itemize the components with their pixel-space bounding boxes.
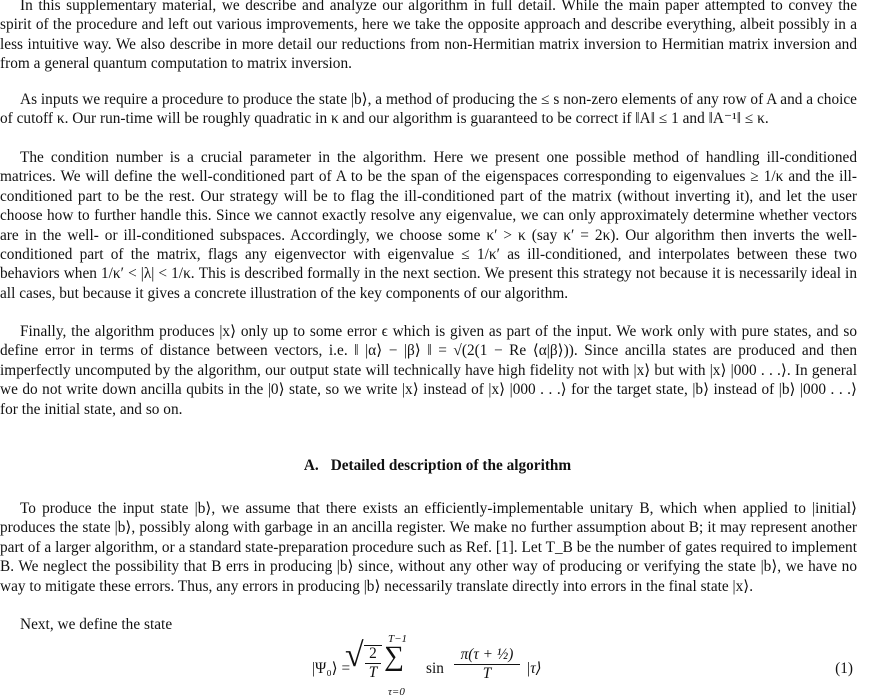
paragraph-error: Finally, the algorithm produces |x⟩ only up to some error ϵ which is given as part of the input. We work only with pure states, and so define error in terms of distance between vectors, i.e. ‖ |α⟩ − |β⟩ ‖ = √(2(1 − Re ⟨α|β⟩)). Since ancilla states are produced and then imperfectly uncomputed by the algorithm, our output state will technically have high fidelity not with |x⟩ but with |x⟩ |000 . . .⟩. In general we do not write down ancilla qubits in the |0⟩ state, so we write |x⟩ instead of |x⟩ |000 . . .⟩ for the target state, |b⟩ instead of |b⟩ |000 . . .⟩ for the initial state, and so on.: [0, 323, 857, 418]
paragraph-intro: In this supplementary material, we describe and analyze our algorithm in full detail. While the main paper attempted to convey the spirit of the procedure and left out various improvements, here we take the opposite approach and describe everything, albeit possibly in a less intuitive way. We also describe in more detail our reductions from non-Hermitian matrix inversion to Hermitian matrix inversion and from a general quantum computation to matrix inversion.: [0, 0, 857, 73]
section-title: Detailed description of the algorithm: [330, 457, 572, 474]
sqrt-symbol: √: [345, 637, 364, 674]
sqrt-denominator: T: [368, 664, 378, 681]
paragraph-inputs: As inputs we require a procedure to produce the state |b⟩, a method of producing the ≤ s non-zero elements of any row of A and a choice of cutoff κ. Our run-time will be roughly quadratic in κ and our algorithm is guaranteed to be correct if ‖A‖ ≤ 1 and ‖A⁻¹‖ ≤ κ.: [0, 91, 857, 128]
sqrt-fraction: [365, 646, 381, 681]
summation-symbol: ∑: [384, 641, 404, 672]
equation-body: [312, 633, 572, 698]
sum-lower-limit: τ=0: [388, 686, 405, 698]
paragraph-next: Next, we define the state: [20, 616, 173, 633]
sine-numerator: π(τ + ½): [460, 646, 514, 663]
ket-tau: |τ⟩: [526, 660, 542, 677]
equation-lhs: |Ψ₀⟩ =: [312, 660, 351, 677]
sine-function: sin: [426, 660, 444, 677]
sum-upper-limit: T−1: [388, 633, 408, 645]
paragraph-condition-number: The condition number is a crucial parameter in the algorithm. Here we present one possible method of handling ill-conditioned matrices. We will define the well-conditioned part of A to be the span of the eigenspaces corresponding to eigenvalues ≥ 1/κ and the ill-conditioned part to be the rest. Our strategy will be to flag the ill-conditioned part of the matrix (without inverting it), and let the user choose how to further handle this. Since we cannot exactly resolve any eigenvalue, we can only approximately determine whether vectors are in the well- or ill-conditioned subspaces. Accordingly, we choose some κ′ > κ (say κ′ = 2κ). Our algorithm then inverts the well-conditioned part of the matrix, flags any eigenvector with eigenvalue ≤ 1/κ′ as ill-conditioned, and interpolates between these two behaviors when 1/κ′ < |λ| < 1/κ. This is described formally in the next section. We present this strategy not because it is necessarily ideal in all cases, but because it gives a concrete illustration of the key components of our algorithm.: [0, 149, 857, 302]
sine-denominator: T: [482, 665, 492, 682]
section-number: A.: [303, 457, 319, 474]
section-heading: [0, 456, 875, 475]
paragraph-input-state: To produce the input state |b⟩, we assume that there exists an efficiently-implementable unitary B, which when applied to |initial⟩ produces the state |b⟩, possibly along with garbage in an ancilla register. We make no further assumption about B; it may represent another part of a larger algorithm, or a standard state-preparation procedure such as Ref. [1]. Let T_B be the number of gates required to implement B. We neglect the possibility that B errs in producing |b⟩ since, without any other way of producing or verifying the state |b⟩, we have no way to mitigate these errors. Thus, any errors in producing |b⟩ necessarily translate directly into errors in the final state |x⟩.: [0, 500, 857, 595]
sine-argument-fraction: [454, 647, 520, 682]
sqrt-numerator: 2: [369, 645, 377, 662]
equation-1: [0, 633, 875, 698]
equation-number: (1): [835, 660, 853, 677]
